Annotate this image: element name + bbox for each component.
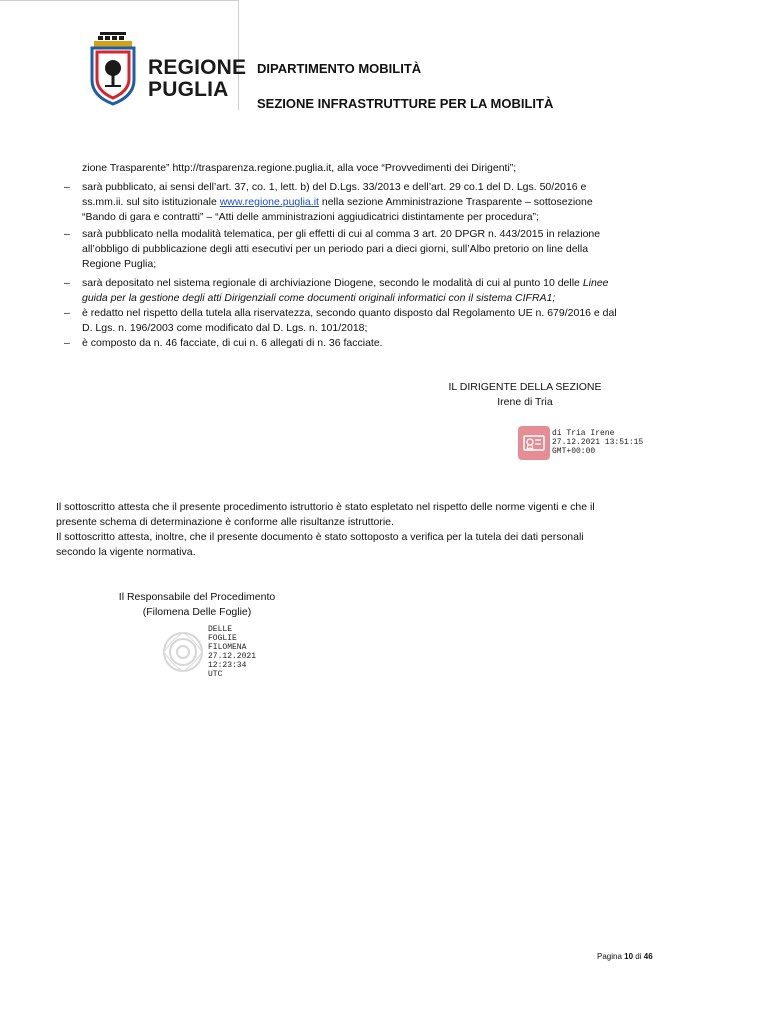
stamp-line: di Tria Irene (552, 429, 615, 438)
stamp-line: 27.12.2021 13:51:15 (552, 438, 644, 447)
paragraph-line: Il sottoscritto attesta che il presente procedimento istruttorio è stato espletato nel rispetto delle norme vigenti e che il (56, 501, 595, 513)
regione-puglia-crest-icon (86, 30, 140, 106)
list-bullet: – (64, 307, 70, 319)
list-item-text: ss.mm.ii. sul sito istituzionale (82, 196, 220, 208)
signature-title: IL DIRIGENTE DELLA SEZIONE (448, 381, 602, 393)
signature-stamp-dirigente (552, 429, 643, 456)
list-item-line: è composto da n. 46 facciate, di cui n. 6 allegati di n. 36 facciate. (82, 337, 383, 349)
signature-name: (Filomena Delle Foglie) (142, 606, 252, 618)
list-item (82, 336, 687, 351)
department-title: DIPARTIMENTO MOBILITÀ (257, 61, 422, 76)
stamp-line: FILOMENA (208, 643, 247, 652)
intro-line: zione Trasparente” http://trasparenza.regione.puglia.it, alla voce “Provvedimenti dei Dirigenti”; (82, 162, 517, 174)
list-item-text: sarà depositato nel sistema regionale di archiviazione Diogene, secondo le modalità di cui al punto 10 delle (82, 277, 583, 289)
list-item-line: Regione Puglia; (82, 258, 157, 270)
signature-responsabile (92, 590, 302, 620)
list-item-line (82, 276, 687, 291)
list-bullet: – (64, 277, 70, 289)
page-total: 46 (643, 952, 653, 961)
stamp-line: GMT+00:00 (552, 447, 596, 456)
regione-puglia-website-link[interactable]: www.regione.puglia.it (219, 196, 319, 208)
logo-line1: REGIONE (148, 56, 247, 79)
paragraph-line: presente schema di determinazione è conforme alle risultanze istruttorie. (56, 516, 394, 528)
list-bullet: – (64, 337, 70, 349)
section-title: SEZIONE INFRASTRUTTURE PER LA MOBILITÀ (257, 96, 554, 111)
list-item-line: “Bando di gara e contratti” – “Atti delle amministrazioni aggiudicatrici distintamente per procedura”; (82, 211, 539, 223)
logo-line2: PUGLIA (148, 78, 229, 101)
attestation-paragraph-1 (56, 500, 687, 530)
digital-signature-certificate-icon (518, 426, 550, 460)
attestation-paragraph-2 (56, 530, 687, 560)
signature-dirigente (395, 380, 655, 410)
list-item-line: è redatto nel rispetto della tutela alla riservatezza, secondo quanto disposto dal Regolamento UE n. 679/2016 e dal (82, 307, 617, 319)
list-item-line (82, 291, 687, 306)
regione-puglia-logo-text (148, 57, 246, 101)
list-item-italic: Linee (582, 277, 609, 289)
signature-stamp-responsabile (208, 625, 256, 679)
list-item-line (82, 195, 687, 210)
page-of: di (635, 952, 642, 961)
list-item (82, 276, 687, 306)
page-label: Pagina (597, 952, 622, 961)
stamp-line: UTC (208, 670, 223, 679)
stamp-line: DELLE (208, 625, 233, 634)
stamp-line: 27.12.2021 (208, 652, 257, 661)
list-item (82, 306, 687, 336)
paragraph-line: Il sottoscritto attesta, inoltre, che il presente documento è stato sottoposto a verifica per la tutela dei dati personali (56, 531, 584, 543)
list-item (82, 227, 687, 272)
digital-signature-seal-icon (160, 630, 206, 674)
signature-name: Irene di Tria (497, 396, 553, 408)
list-item-line: all’obbligo di pubblicazione degli atti esecutivi per un periodo pari a dieci giorni, sull’Albo pretorio on line della (82, 243, 589, 255)
list-item-text: nella sezione Amministrazione Trasparente – sottosezione (318, 196, 593, 208)
paragraph-line: secondo la vigente normativa. (56, 546, 196, 558)
list-item-line: sarà pubblicato nella modalità telematica, per gli effetti di cui al comma 3 art. 20 DPGR n. 443/2015 in relazione (82, 228, 601, 240)
page-current: 10 (624, 952, 634, 961)
list-item-italic: guida per la gestione degli atti Dirigenziali come documenti originali informatici con il sistema CIFRA1; (82, 292, 556, 304)
list-bullet: – (64, 181, 70, 193)
signature-title: Il Responsabile del Procedimento (118, 591, 276, 603)
stamp-line: FOGLIE (208, 634, 237, 643)
page-number (597, 952, 653, 961)
list-item (82, 180, 687, 225)
header-rule-top (0, 0, 238, 1)
list-bullet: – (64, 228, 70, 240)
list-item-line: sarà pubblicato, ai sensi dell’art. 37, co. 1, lett. b) del D.Lgs. 33/2013 e dell’art. 29 co.1 del D. Lgs. 50/2016 e (82, 181, 587, 193)
list-item-line: D. Lgs. n. 196/2003 come modificato dal D. Lgs. n. 101/2018; (82, 322, 368, 334)
stamp-line: 12:23:34 (208, 661, 247, 670)
